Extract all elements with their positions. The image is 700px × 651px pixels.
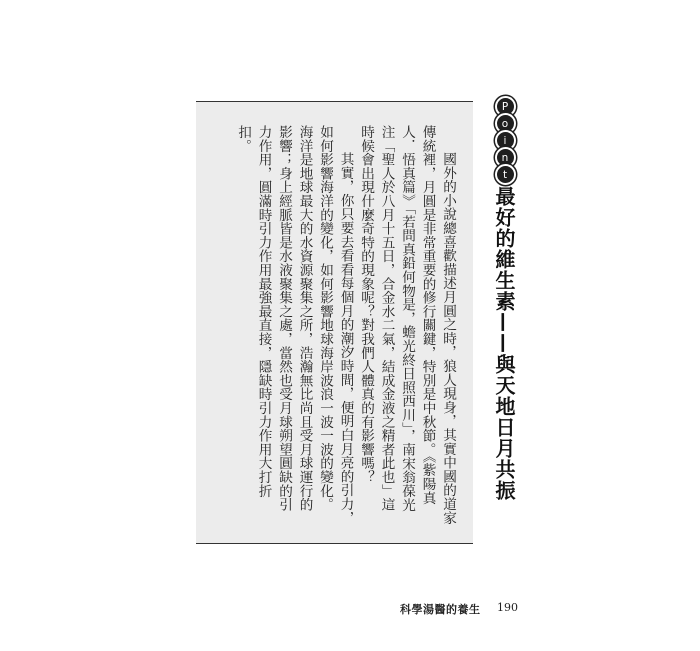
footer-book-title: 科學湯醫的養生 xyxy=(400,603,481,616)
point-letter-o: o xyxy=(495,113,516,134)
section-heading: 最好的維生素——與天地日月共振 xyxy=(492,186,516,501)
paragraph-1: 國外的小說總喜歡描述月圓之時，狼人現身，其實中國的道家傳統裡，月圓是非常重要的修行關鍵，特別是中秋節。《紫陽真人．悟真篇》「若問真鉛何物是，蟾光終日照西川」，南宋翁葆光注「聖人於八月十五日，合金水二氣，結成金液之精者此也」這時候會出現什麼奇特的現象呢？對我們人體真的有影響嗎？ xyxy=(358,125,456,525)
point-letter-i: i xyxy=(495,130,516,151)
point-letter-t: t xyxy=(495,164,516,185)
page-number: 190 xyxy=(497,601,518,614)
point-badge xyxy=(493,96,517,185)
paragraph-2: 其實，你只要去看看每個月的潮汐時間，便明白月亮的引力，如何影響海洋的變化，如何影響地球海岸波浪一波一波的變化。海洋是地球最大的水資源聚集之所，浩瀚無比尚且受月球運行的影響；身上經脈皆是水液聚集之處，當然也受月球朔望圓缺的引力作用，圓滿時引力作用最強最直接，隱缺時引力作用大打折扣。 xyxy=(235,125,354,525)
point-letter-n: n xyxy=(495,147,516,168)
body-text xyxy=(212,125,458,525)
point-letter-p: P xyxy=(495,96,516,117)
